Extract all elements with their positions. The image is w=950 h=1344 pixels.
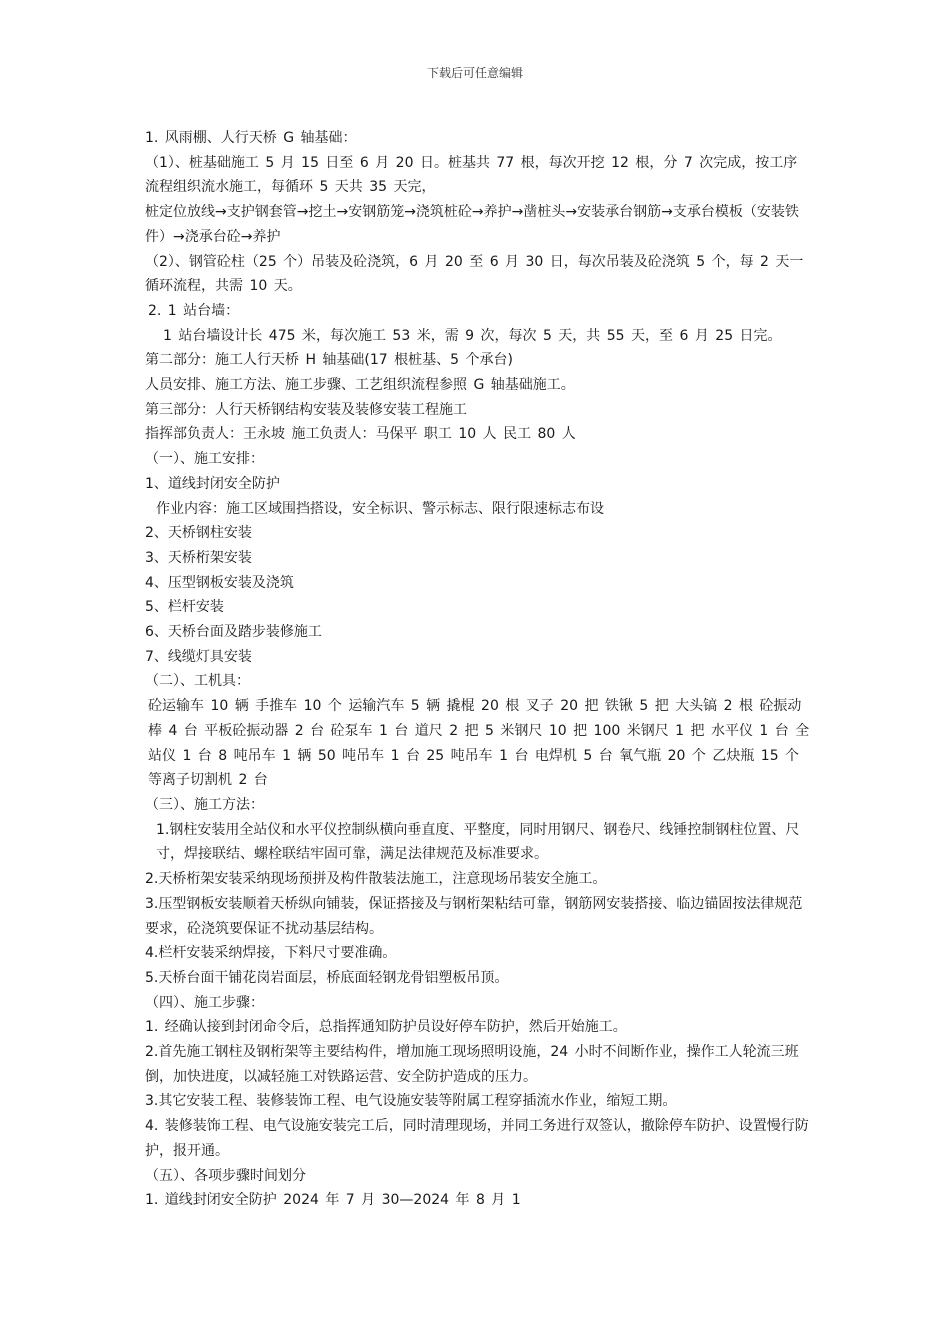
process-flow: 桩定位放线→支护钢套管→挖土→安钢筋笼→浇筑桩砼→养护→凿桩头→安装承台钢筋→支承台模板（安装铁件）→浇承台砼→养护 [145, 204, 799, 245]
paragraph: 4. 装修装饰工程、电气设施安装完工后，同时清理现场，并同工务进行双签认，撤除停车防护、设置慢行防护，报开通。 [145, 1118, 809, 1159]
paragraph: 3.其它安装工程、装修装饰工程、电气设施安装等附属工程穿插流水作业，缩短工期。 [145, 1093, 677, 1110]
paragraph: 1.钢柱安装用全站仪和水平仪控制纵横向垂直度、平整度，同时用钢尺、钢卷尺、线锤控制钢柱位置、尺寸，焊接联结、螺栓联结牢固可靠，满足法律规范及标准要求。 [156, 821, 800, 863]
subsection-heading: （五）、各项步骤时间划分 [145, 1167, 306, 1184]
part-heading: 第二部分：施工人行天桥 H 轴基础(17 根桩基、5 个承台) [145, 352, 513, 369]
document-body [145, 126, 810, 1213]
paragraph: 5.天桥台面干铺花岗岩面层，桥底面轻钢龙骨铝塑板吊顶。 [145, 969, 509, 986]
subsection-heading: （二）、工机具： [145, 673, 250, 690]
list-item: 3、天桥桁架安装 [145, 549, 252, 566]
equipment-list: 砼运输车 10 辆 手推车 10 个 运输汽车 5 辆 撬棍 20 根 叉子 20 把 铁锹 5 把 大头镐 2 根 砼振动棒 4 台 平板砼振动器 2 台 砼泵车 1 台 道尺 2 把 5 米钢尺 10 把 100 米钢尺 1 把 水平仪 1 台 全站仪 1 台 8 吨吊车 1 辆 50 吨吊车 1 台 25 吨吊车 1 台 电焊机 5 台 氧气瓶 20 个 乙炔瓶 15 个 等离子切割机 2 台 [148, 698, 810, 789]
list-item: 4、压型钢板安装及浇筑 [145, 574, 294, 591]
paragraph: 1 站台墙设计长 475 米，每次施工 53 米，需 9 次，每次 5 天，共 55 天，至 6 月 25 日完。 [163, 327, 782, 344]
schedule-item: 1. 道线封闭安全防护 2024 年 7 月 30—2024 年 8 月 1 [145, 1192, 521, 1209]
subsection-heading: （四）、施工步骤： [145, 994, 264, 1011]
paragraph: 2.天桥桁架安装采纳现场预拼及构件散装法施工，注意现场吊装安全施工。 [145, 871, 607, 888]
subsection-heading: （三）、施工方法： [145, 796, 264, 813]
section-heading: 2. 1 站台墙： [148, 302, 240, 319]
list-item: 5、栏杆安装 [145, 599, 224, 616]
paragraph: 4.栏杆安装采纳焊接，下料尺寸要准确。 [145, 945, 397, 962]
paragraph: 1. 经确认接到封闭命令后，总指挥通知防护员设好停车防护，然后开始施工。 [145, 1019, 627, 1036]
list-item-detail: 作业内容：施工区域围挡搭设，安全标识、警示标志、限行限速标志布设 [156, 500, 604, 517]
personnel-line: 指挥部负责人：王永坡 施工负责人：马保平 职工 10 人 民工 80 人 [145, 426, 576, 443]
list-item: 1、道线封闭安全防护 [145, 475, 280, 492]
subsection-heading: （一）、施工安排： [145, 451, 264, 468]
section-heading: 1. 风雨棚、人行天桥 G 轴基础： [145, 130, 357, 146]
paragraph: 3.压型钢板安装顺着天桥纵向铺装，保证搭接及与钢桁架粘结可靠，钢筋网安装搭接、临边锚固按法律规范要求，砼浇筑要保证不扰动基层结构。 [145, 895, 803, 937]
paragraph: 2.首先施工钢柱及钢桁架等主要结构件，增加施工现场照明设施，24 小时不间断作业，操作工人轮流三班倒，加快进度，以减轻施工对铁路运营、安全防护造成的压力。 [145, 1044, 799, 1085]
list-item: 6、天桥台面及踏步装修施工 [145, 624, 322, 641]
page-header: 下载后可任意编辑 [426, 66, 523, 80]
part-heading: 第三部分：人行天桥钢结构安装及装修安装工程施工 [145, 401, 467, 418]
paragraph: 人员安排、施工方法、施工步骤、工艺组织流程参照 G 轴基础施工。 [145, 377, 575, 394]
paragraph: （1）、桩基础施工 5 月 15 日至 6 月 20 日。桩基共 77 根，每次开挖 12 根，分 7 次完成，按工序流程组织流水施工，每循环 5 天共 35 天完， [145, 154, 798, 196]
list-item: 2、天桥钢柱安装 [145, 525, 252, 542]
paragraph: （2）、钢管砼柱（25 个）吊装及砼浇筑，6 月 20 至 6 月 30 日，每次吊装及砼浇筑 5 个，每 2 天一循环流程，共需 10 天。 [145, 253, 804, 295]
list-item: 7、线缆灯具安装 [145, 648, 252, 665]
